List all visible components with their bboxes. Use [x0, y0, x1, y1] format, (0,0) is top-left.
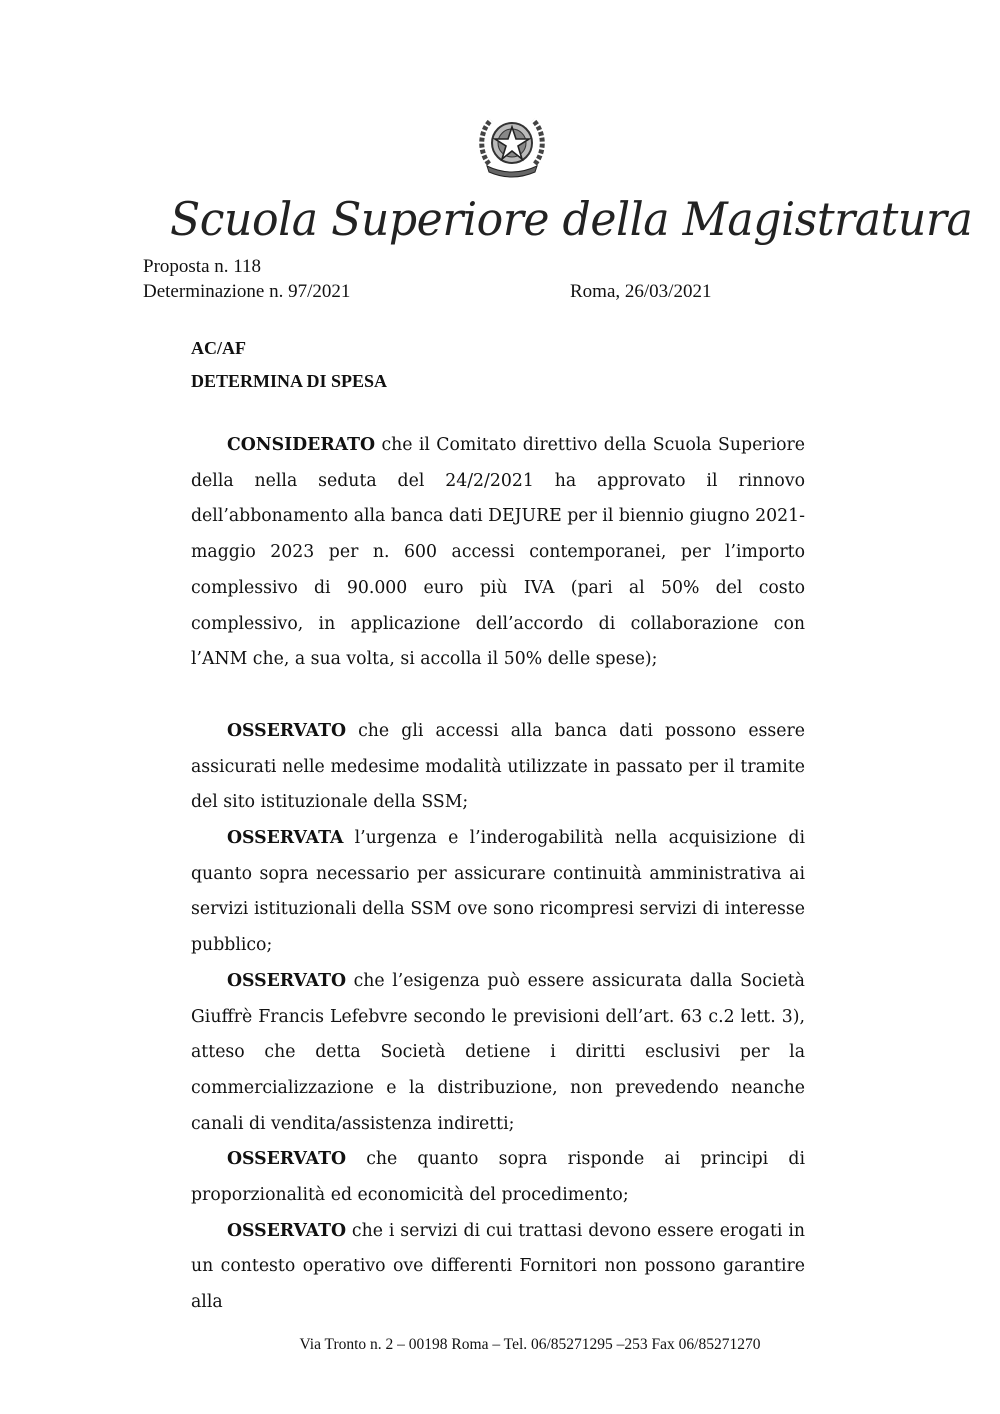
paragraph [191, 821, 805, 964]
document-date: Roma, 26/03/2021 [570, 281, 712, 302]
paragraph-lead: OSSERVATA [227, 828, 344, 849]
determinazione-number: Determinazione n. 97/2021 [143, 281, 351, 302]
paragraph-lead: CONSIDERATO [227, 435, 376, 455]
paragraph [191, 428, 805, 678]
paragraph [191, 1214, 805, 1321]
paragraph-lead: OSSERVATO [227, 970, 346, 991]
paragraph [191, 714, 805, 821]
paragraph-text: che quanto sopra risponde ai principi di proporzionalità ed economicità del procedimento; [191, 1149, 805, 1206]
footer-address: Via Tronto n. 2 – 00198 Roma – Tel. 06/85271295 –253 Fax 06/85271270 [299, 1336, 761, 1353]
paragraph-text: che il Comitato direttivo della Scuola Superiore della nella seduta del 24/2/2021 ha approvato il rinnovo dell’abbonamento alla banca dati DEJURE per il biennio giugno 2021-maggio 2023 per n. 600 accessi contemporanei, per l’importo complessivo di 90.000 euro più IVA (pari al 50% del costo complessivo, in applicazione dell’accordo di collaborazione con l’ANM che, a sua volta, si accolla il 50% delle spese); [191, 435, 805, 670]
paragraph-text: che i servizi di cui trattasi devono essere erogati in un contesto operativo ove differenti Fornitori non possono garantire alla [191, 1220, 805, 1313]
paragraph-lead: OSSERVATO [227, 720, 346, 741]
paragraph-text: che gli accessi alla banca dati possono essere assicurati nelle medesime modalità utilizzate in passato per il tramite del sito istituzionale della SSM; [191, 720, 805, 813]
paragraph-lead: OSSERVATO [227, 1149, 346, 1170]
document-title: DETERMINA DI SPESA [191, 371, 388, 391]
emblem-icon [477, 108, 547, 178]
institution-title: Scuola Superiore della Magistratura [170, 192, 973, 246]
paragraph-text: che l’esigenza può essere assicurata dalla Società Giuffrè Francis Lefebvre secondo le previsioni dell’art. 63 c.2 lett. 3), atteso che detta Società detiene i diritti esclusivi per la commercializzazione e la distribuzione, non prevedendo neanche canali di vendita/assistenza indiretti; [191, 970, 805, 1134]
paragraph-text: l’urgenza e l’inderogabilità nella acquisizione di quanto sopra necessario per assicurare continuità amministrativa ai servizi istituzionali della SSM ove sono ricompresi servizi di interesse pubblico; [191, 828, 805, 956]
document-code: AC/AF [191, 338, 246, 358]
paragraph [191, 1142, 805, 1213]
proposta-number: Proposta n. 118 [143, 256, 262, 277]
paragraph-lead: OSSERVATO [227, 1220, 346, 1241]
paragraph [191, 964, 805, 1143]
document-body [191, 428, 805, 1321]
